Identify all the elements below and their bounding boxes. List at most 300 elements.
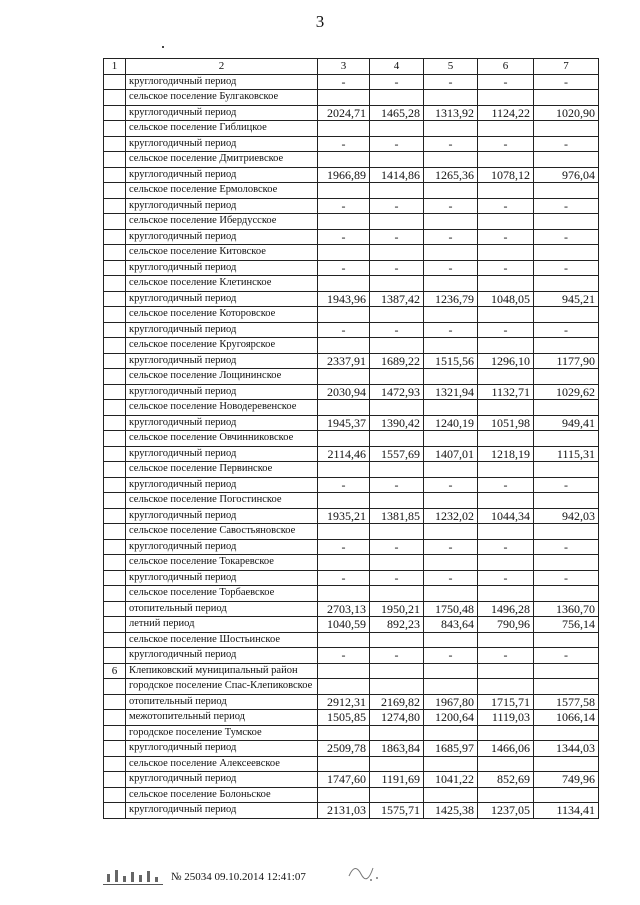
- value-cell: 949,41: [534, 415, 599, 431]
- table-row: [104, 493, 599, 509]
- value-cell: 1218,19: [478, 446, 534, 462]
- value-cell: -: [478, 570, 534, 586]
- row-label-cell: круглогодичный период: [126, 136, 318, 152]
- row-label-cell: городское поселение Спас-Клепиковское: [126, 679, 318, 695]
- value-cell: [478, 725, 534, 741]
- value-cell: 1044,34: [478, 508, 534, 524]
- row-index-cell: [104, 601, 126, 617]
- value-cell: 852,69: [478, 772, 534, 788]
- table-row: [104, 787, 599, 803]
- table-row: [104, 152, 599, 168]
- value-cell: [318, 121, 370, 137]
- row-index-cell: [104, 586, 126, 602]
- value-cell: 1466,06: [478, 741, 534, 757]
- value-cell: 1750,48: [424, 601, 478, 617]
- value-cell: -: [318, 198, 370, 214]
- table-row: [104, 803, 599, 819]
- row-label-cell: сельское поселение Кругоярское: [126, 338, 318, 354]
- value-cell: -: [370, 477, 424, 493]
- value-cell: [424, 756, 478, 772]
- value-cell: -: [370, 260, 424, 276]
- value-cell: [478, 214, 534, 230]
- value-cell: [318, 400, 370, 416]
- row-label-cell: летний период: [126, 617, 318, 633]
- table-row: [104, 555, 599, 571]
- row-index-cell: [104, 353, 126, 369]
- value-cell: 1191,69: [370, 772, 424, 788]
- row-index-cell: [104, 183, 126, 199]
- value-cell: 1715,71: [478, 694, 534, 710]
- value-cell: [370, 400, 424, 416]
- value-cell: [478, 462, 534, 478]
- value-cell: 1935,21: [318, 508, 370, 524]
- value-cell: 1414,86: [370, 167, 424, 183]
- header-cell: 6: [478, 59, 534, 75]
- row-label-cell: сельское поселение Овчинниковское: [126, 431, 318, 447]
- table-row: [104, 601, 599, 617]
- table-row: [104, 756, 599, 772]
- value-cell: -: [534, 539, 599, 555]
- row-label-cell: сельское поселение Булгаковское: [126, 90, 318, 106]
- document-number: № 25034 09.10.2014 12:41:07: [171, 870, 306, 883]
- value-cell: -: [534, 229, 599, 245]
- value-cell: [370, 756, 424, 772]
- value-cell: 1124,22: [478, 105, 534, 121]
- row-label-cell: сельское поселение Первинское: [126, 462, 318, 478]
- value-cell: -: [478, 260, 534, 276]
- value-cell: 1425,38: [424, 803, 478, 819]
- table-row: [104, 431, 599, 447]
- value-cell: -: [534, 648, 599, 664]
- table-row: [104, 121, 599, 137]
- value-cell: -: [478, 539, 534, 555]
- value-cell: [534, 431, 599, 447]
- value-cell: 1966,89: [318, 167, 370, 183]
- value-cell: 1274,80: [370, 710, 424, 726]
- row-label-cell: круглогодичный период: [126, 446, 318, 462]
- row-label-cell: круглогодичный период: [126, 539, 318, 555]
- value-cell: [370, 524, 424, 540]
- row-label-cell: сельское поселение Токаревское: [126, 555, 318, 571]
- value-cell: [478, 679, 534, 695]
- row-index-cell: [104, 105, 126, 121]
- value-cell: -: [318, 229, 370, 245]
- value-cell: 1048,05: [478, 291, 534, 307]
- row-label-cell: круглогодичный период: [126, 648, 318, 664]
- value-cell: [534, 632, 599, 648]
- row-label-cell: городское поселение Тумское: [126, 725, 318, 741]
- row-index-cell: [104, 462, 126, 478]
- value-cell: 1689,22: [370, 353, 424, 369]
- row-label-cell: круглогодичный период: [126, 105, 318, 121]
- row-label-cell: сельское поселение Китовское: [126, 245, 318, 261]
- row-index-cell: [104, 648, 126, 664]
- value-cell: [318, 586, 370, 602]
- value-cell: 1515,56: [424, 353, 478, 369]
- row-index-cell: [104, 322, 126, 338]
- table-row: [104, 105, 599, 121]
- value-cell: [534, 524, 599, 540]
- row-label-cell: круглогодичный период: [126, 229, 318, 245]
- header-cell: 1: [104, 59, 126, 75]
- value-cell: 2114,46: [318, 446, 370, 462]
- value-cell: -: [478, 229, 534, 245]
- value-cell: [478, 756, 534, 772]
- value-cell: [370, 307, 424, 323]
- value-cell: [370, 90, 424, 106]
- row-label-cell: отопительный период: [126, 694, 318, 710]
- row-index-cell: [104, 632, 126, 648]
- value-cell: [478, 90, 534, 106]
- table-row: [104, 617, 599, 633]
- table-row: [104, 369, 599, 385]
- value-cell: 2169,82: [370, 694, 424, 710]
- value-cell: [424, 663, 478, 679]
- value-cell: [534, 152, 599, 168]
- scan-speck: [162, 46, 164, 48]
- value-cell: -: [318, 260, 370, 276]
- value-cell: [424, 632, 478, 648]
- value-cell: [478, 555, 534, 571]
- value-cell: [478, 787, 534, 803]
- value-cell: -: [370, 136, 424, 152]
- value-cell: [534, 555, 599, 571]
- value-cell: 1029,62: [534, 384, 599, 400]
- table-row: [104, 462, 599, 478]
- value-cell: [370, 493, 424, 509]
- value-cell: [424, 493, 478, 509]
- value-cell: [370, 121, 424, 137]
- value-cell: [534, 183, 599, 199]
- value-cell: [370, 787, 424, 803]
- table-row: [104, 400, 599, 416]
- table-row: [104, 741, 599, 757]
- table-row: [104, 291, 599, 307]
- value-cell: [318, 725, 370, 741]
- value-cell: 2131,03: [318, 803, 370, 819]
- table-row: [104, 136, 599, 152]
- value-cell: [318, 183, 370, 199]
- row-label-cell: сельское поселение Ермоловское: [126, 183, 318, 199]
- value-cell: -: [478, 477, 534, 493]
- value-cell: -: [424, 136, 478, 152]
- table-row: [104, 245, 599, 261]
- value-cell: [424, 787, 478, 803]
- value-cell: -: [370, 74, 424, 90]
- row-index-cell: [104, 121, 126, 137]
- row-index-cell: [104, 291, 126, 307]
- value-cell: 1240,19: [424, 415, 478, 431]
- value-cell: [534, 756, 599, 772]
- table-row: [104, 214, 599, 230]
- value-cell: [424, 679, 478, 695]
- value-cell: [370, 462, 424, 478]
- value-cell: 1390,42: [370, 415, 424, 431]
- value-cell: -: [370, 229, 424, 245]
- row-index-cell: [104, 229, 126, 245]
- value-cell: 976,04: [534, 167, 599, 183]
- row-index-cell: [104, 539, 126, 555]
- signature-mark: [345, 856, 385, 884]
- value-cell: [478, 493, 534, 509]
- table-header-row: [104, 59, 599, 75]
- row-label-cell: сельское поселение Новодеревенское: [126, 400, 318, 416]
- row-label-cell: круглогодичный период: [126, 74, 318, 90]
- table-row: [104, 229, 599, 245]
- value-cell: [424, 338, 478, 354]
- value-cell: -: [370, 570, 424, 586]
- value-cell: [318, 756, 370, 772]
- value-cell: -: [424, 198, 478, 214]
- value-cell: -: [534, 74, 599, 90]
- value-cell: [424, 214, 478, 230]
- value-cell: [534, 787, 599, 803]
- row-label-cell: сельское поселение Погостинское: [126, 493, 318, 509]
- row-label-cell: сельское поселение Гиблицкое: [126, 121, 318, 137]
- row-index-cell: [104, 245, 126, 261]
- value-cell: [318, 152, 370, 168]
- value-cell: -: [370, 648, 424, 664]
- table-row: [104, 725, 599, 741]
- table-row: [104, 183, 599, 199]
- value-cell: -: [534, 198, 599, 214]
- table-row: [104, 679, 599, 695]
- footer: [103, 868, 306, 885]
- value-cell: 2030,94: [318, 384, 370, 400]
- value-cell: [370, 725, 424, 741]
- table-row: [104, 415, 599, 431]
- value-cell: -: [370, 539, 424, 555]
- value-cell: [424, 307, 478, 323]
- table-row: [104, 338, 599, 354]
- row-index-cell: [104, 493, 126, 509]
- row-index-cell: [104, 446, 126, 462]
- row-index-cell: [104, 136, 126, 152]
- value-cell: [478, 276, 534, 292]
- value-cell: [534, 90, 599, 106]
- value-cell: 1232,02: [424, 508, 478, 524]
- value-cell: -: [534, 260, 599, 276]
- row-index-cell: [104, 555, 126, 571]
- table-row: [104, 632, 599, 648]
- row-index-cell: [104, 338, 126, 354]
- value-cell: [318, 555, 370, 571]
- row-index-cell: [104, 787, 126, 803]
- value-cell: [370, 555, 424, 571]
- value-cell: -: [478, 74, 534, 90]
- value-cell: [478, 431, 534, 447]
- value-cell: [534, 400, 599, 416]
- value-cell: 1407,01: [424, 446, 478, 462]
- value-cell: [534, 586, 599, 602]
- table-row: [104, 322, 599, 338]
- value-cell: [318, 632, 370, 648]
- row-label-cell: круглогодичный период: [126, 291, 318, 307]
- value-cell: [478, 663, 534, 679]
- table-row: [104, 772, 599, 788]
- row-index-cell: [104, 570, 126, 586]
- value-cell: 1465,28: [370, 105, 424, 121]
- row-label-cell: круглогодичный период: [126, 167, 318, 183]
- value-cell: [478, 400, 534, 416]
- value-cell: -: [318, 539, 370, 555]
- row-index-cell: [104, 400, 126, 416]
- value-cell: 1577,58: [534, 694, 599, 710]
- value-cell: 1575,71: [370, 803, 424, 819]
- value-cell: [370, 245, 424, 261]
- value-cell: [318, 245, 370, 261]
- table-row: [104, 353, 599, 369]
- table-row: [104, 524, 599, 540]
- value-cell: [478, 245, 534, 261]
- row-index-cell: [104, 725, 126, 741]
- value-cell: 1115,31: [534, 446, 599, 462]
- value-cell: 1321,94: [424, 384, 478, 400]
- row-label-cell: круглогодичный период: [126, 322, 318, 338]
- value-cell: 1967,80: [424, 694, 478, 710]
- value-cell: -: [424, 539, 478, 555]
- row-label-cell: круглогодичный период: [126, 353, 318, 369]
- table-row: [104, 570, 599, 586]
- row-label-cell: круглогодичный период: [126, 772, 318, 788]
- value-cell: [318, 524, 370, 540]
- table-row: [104, 663, 599, 679]
- value-cell: [370, 338, 424, 354]
- value-cell: 2912,31: [318, 694, 370, 710]
- value-cell: -: [424, 74, 478, 90]
- row-index-cell: [104, 772, 126, 788]
- row-label-cell: межотопительный период: [126, 710, 318, 726]
- value-cell: -: [318, 322, 370, 338]
- row-label-cell: сельское поселение Которовское: [126, 307, 318, 323]
- table-row: [104, 276, 599, 292]
- value-cell: 1236,79: [424, 291, 478, 307]
- table-row: [104, 539, 599, 555]
- row-label-cell: круглогодичный период: [126, 508, 318, 524]
- table-row: [104, 74, 599, 90]
- table-row: [104, 260, 599, 276]
- value-cell: [318, 462, 370, 478]
- registry-stamp-logo: [103, 868, 163, 885]
- value-cell: [424, 183, 478, 199]
- value-cell: 756,14: [534, 617, 599, 633]
- value-cell: [534, 214, 599, 230]
- page-number: 3: [315, 12, 325, 31]
- value-cell: [534, 369, 599, 385]
- value-cell: -: [534, 322, 599, 338]
- value-cell: 2024,71: [318, 105, 370, 121]
- value-cell: 1051,98: [478, 415, 534, 431]
- value-cell: 1237,05: [478, 803, 534, 819]
- row-index-cell: [104, 803, 126, 819]
- value-cell: [318, 338, 370, 354]
- value-cell: [534, 245, 599, 261]
- row-index-cell: [104, 415, 126, 431]
- value-cell: 1747,60: [318, 772, 370, 788]
- value-cell: -: [318, 648, 370, 664]
- value-cell: 945,21: [534, 291, 599, 307]
- value-cell: -: [424, 477, 478, 493]
- value-cell: [534, 276, 599, 292]
- value-cell: 1557,69: [370, 446, 424, 462]
- table-row: [104, 307, 599, 323]
- row-index-cell: [104, 74, 126, 90]
- row-index-cell: [104, 384, 126, 400]
- value-cell: [370, 632, 424, 648]
- value-cell: [424, 276, 478, 292]
- row-index-cell: [104, 508, 126, 524]
- value-cell: [424, 90, 478, 106]
- row-label-cell: сельское поселение Ибердусское: [126, 214, 318, 230]
- value-cell: [370, 183, 424, 199]
- row-index-cell: [104, 198, 126, 214]
- value-cell: 1078,12: [478, 167, 534, 183]
- value-cell: [370, 679, 424, 695]
- row-label-cell: круглогодичный период: [126, 198, 318, 214]
- header-cell: 7: [534, 59, 599, 75]
- row-index-cell: [104, 152, 126, 168]
- value-cell: [370, 214, 424, 230]
- row-label-cell: круглогодичный период: [126, 741, 318, 757]
- value-cell: [370, 152, 424, 168]
- value-cell: 1265,36: [424, 167, 478, 183]
- value-cell: [424, 245, 478, 261]
- header-cell: 4: [370, 59, 424, 75]
- row-index-cell: 6: [104, 663, 126, 679]
- value-cell: -: [318, 570, 370, 586]
- value-cell: 1496,28: [478, 601, 534, 617]
- value-cell: -: [424, 322, 478, 338]
- value-cell: [424, 152, 478, 168]
- value-cell: [318, 307, 370, 323]
- value-cell: [534, 307, 599, 323]
- value-cell: -: [424, 570, 478, 586]
- value-cell: [318, 214, 370, 230]
- table-row: [104, 446, 599, 462]
- row-index-cell: [104, 741, 126, 757]
- value-cell: 1134,41: [534, 803, 599, 819]
- value-cell: [424, 431, 478, 447]
- table-row: [104, 694, 599, 710]
- header-cell: 5: [424, 59, 478, 75]
- value-cell: -: [318, 136, 370, 152]
- value-cell: 1313,92: [424, 105, 478, 121]
- value-cell: [534, 679, 599, 695]
- value-cell: [534, 121, 599, 137]
- value-cell: -: [318, 477, 370, 493]
- value-cell: [478, 307, 534, 323]
- row-label-cell: круглогодичный период: [126, 260, 318, 276]
- value-cell: [478, 524, 534, 540]
- value-cell: [424, 524, 478, 540]
- value-cell: -: [424, 260, 478, 276]
- value-cell: 2703,13: [318, 601, 370, 617]
- table-row: [104, 198, 599, 214]
- value-cell: 1040,59: [318, 617, 370, 633]
- row-index-cell: [104, 710, 126, 726]
- value-cell: [424, 555, 478, 571]
- table-row: [104, 648, 599, 664]
- value-cell: 1472,93: [370, 384, 424, 400]
- value-cell: 1945,37: [318, 415, 370, 431]
- value-cell: [370, 663, 424, 679]
- value-cell: -: [370, 198, 424, 214]
- row-label-cell: сельское поселение Шостьинское: [126, 632, 318, 648]
- value-cell: [478, 369, 534, 385]
- value-cell: [424, 586, 478, 602]
- row-label-cell: Клепиковский муниципальный район: [126, 663, 318, 679]
- row-label-cell: круглогодичный период: [126, 477, 318, 493]
